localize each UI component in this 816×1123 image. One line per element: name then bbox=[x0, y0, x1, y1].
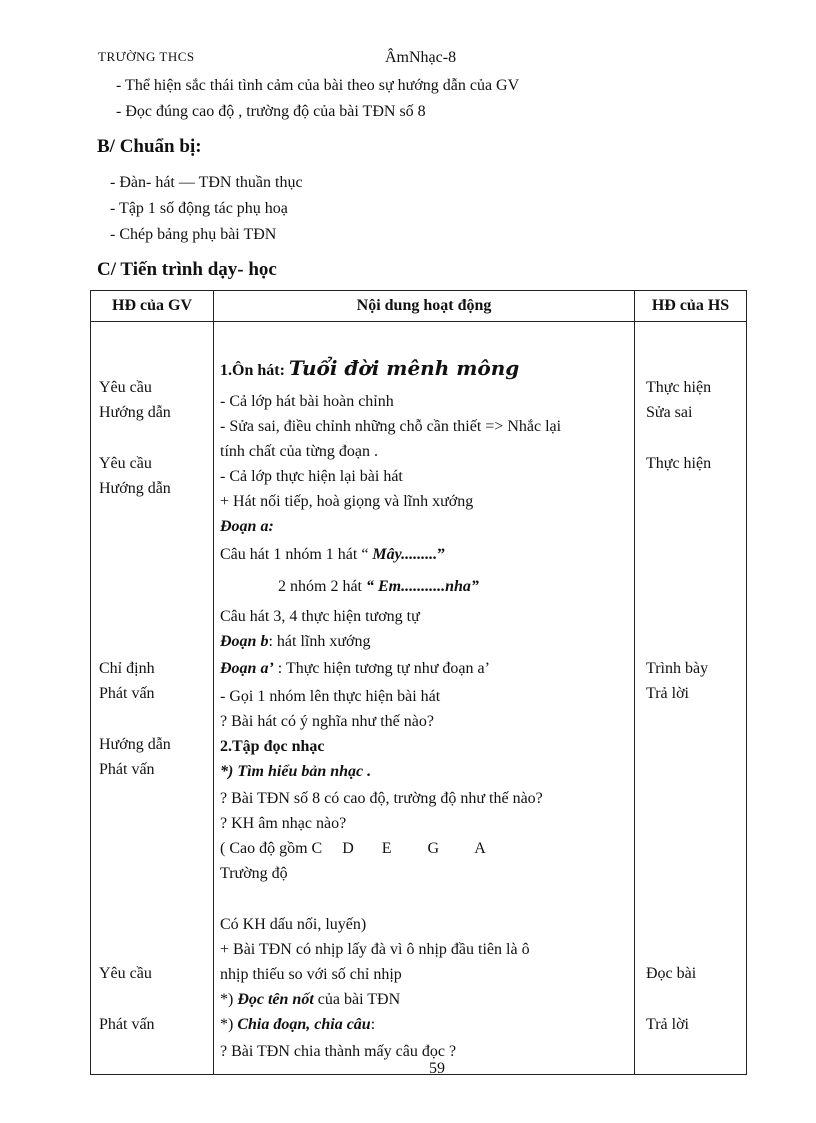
content-line bbox=[220, 1016, 375, 1034]
song-title: Tuổi đời mênh mông bbox=[288, 356, 520, 380]
content-line bbox=[220, 991, 400, 1009]
hs-action: Trả lời bbox=[646, 685, 689, 702]
content-line: tính chất của từng đoạn . bbox=[220, 443, 378, 460]
header-content: Nội dung hoạt động bbox=[214, 291, 635, 322]
segment-a2-label: Đoạn a’ bbox=[220, 660, 274, 677]
hs-column bbox=[635, 322, 746, 1074]
content-line: Câu hát 3, 4 thực hiện tương tự bbox=[220, 608, 420, 625]
hs-action: Trả lời bbox=[646, 1016, 689, 1033]
prep-item: - Tập 1 số động tác phụ hoạ bbox=[110, 200, 288, 217]
gv-action: Chỉ định bbox=[99, 660, 155, 677]
hs-action: Thực hiện bbox=[646, 379, 712, 396]
content-line: - Gọi 1 nhóm lên thực hiện bài hát bbox=[220, 688, 441, 705]
gv-action: Yêu cầu bbox=[99, 455, 152, 472]
header-gv: HĐ của GV bbox=[91, 291, 214, 322]
subsection-title: *) Tìm hiểu bản nhạc . bbox=[220, 763, 372, 780]
segment-b-label: Đoạn b bbox=[220, 633, 269, 650]
text-span: Câu hát 1 nhóm 1 hát “ bbox=[220, 546, 373, 563]
gv-action: Hướng dẫn bbox=[99, 736, 171, 753]
intro-line: - Thể hiện sắc thái tình cảm của bài theo sự hướng dẫn của GV bbox=[116, 77, 520, 94]
hs-action: Sửa sai bbox=[646, 404, 693, 421]
content-line: + Bài TĐN có nhịp lấy đà vì ô nhịp đầu tiên là ô bbox=[220, 941, 530, 958]
content-column bbox=[214, 322, 634, 1074]
content-line bbox=[220, 633, 370, 651]
text-span: *) bbox=[220, 991, 238, 1008]
gv-action: Phát vấn bbox=[99, 685, 155, 702]
text-span: : bbox=[370, 1016, 376, 1033]
text-span: *) bbox=[220, 1016, 238, 1033]
text-span: của bài TĐN bbox=[313, 991, 401, 1008]
lyric-span: Mây......... bbox=[372, 546, 438, 563]
gv-column bbox=[91, 322, 213, 1074]
hs-action: Đọc bài bbox=[646, 965, 697, 982]
school-header: TRƯỜNG THCS bbox=[98, 49, 195, 64]
content-line: + Hát nối tiếp, hoà giọng và lĩnh xướng bbox=[220, 493, 474, 510]
content-line bbox=[220, 546, 445, 564]
lyric-span: “ Em...........nha” bbox=[366, 578, 479, 595]
subject-header: ÂmNhạc-8 bbox=[385, 49, 457, 66]
lesson-table bbox=[90, 290, 747, 1075]
segment-a-label: Đoạn a: bbox=[220, 518, 274, 535]
content-line: Có KH dấu nối, luyến) bbox=[220, 916, 367, 933]
content-line: nhịp thiếu so với số chỉ nhịp bbox=[220, 966, 402, 983]
gv-action: Yêu cầu bbox=[99, 965, 152, 982]
intro-line: - Đọc đúng cao độ , trường độ của bài TĐN số 8 bbox=[116, 103, 426, 120]
emphasis-span: Đọc tên nốt bbox=[237, 991, 314, 1008]
gv-action: Yêu cầu bbox=[99, 379, 152, 396]
review-label: 1.Ôn hát: bbox=[220, 362, 285, 379]
content-line: ? Bài TĐN số 8 có cao độ, trường độ như thế nào? bbox=[220, 790, 543, 807]
text-span: : hát lĩnh xướng bbox=[268, 633, 371, 650]
gv-action: Hướng dẫn bbox=[99, 480, 171, 497]
content-line: ( Cao độ gồm C D E G A bbox=[220, 840, 486, 857]
hs-action: Thực hiện bbox=[646, 455, 712, 472]
section-b-title: B/ Chuẩn bị: bbox=[97, 136, 202, 157]
gv-action: Phát vấn bbox=[99, 761, 155, 778]
page-number: 59 bbox=[429, 1060, 445, 1077]
review-line bbox=[220, 356, 519, 380]
text-span: 2 nhóm 2 hát bbox=[278, 578, 366, 595]
content-line: ? Bài hát có ý nghĩa như thế nào? bbox=[220, 713, 434, 730]
content-line: Trường độ bbox=[220, 865, 288, 882]
content-line: - Cả lớp hát bài hoàn chỉnh bbox=[220, 393, 394, 410]
content-line: ? KH âm nhạc nào? bbox=[220, 815, 347, 832]
gv-action: Phát vấn bbox=[99, 1016, 155, 1033]
content-line bbox=[220, 660, 490, 678]
content-line: - Sửa sai, điều chỉnh những chỗ cần thiết => Nhắc lại bbox=[220, 418, 562, 435]
gv-action: Hướng dẫn bbox=[99, 404, 171, 421]
content-line: - Cả lớp thực hiện lại bài hát bbox=[220, 468, 403, 485]
emphasis-span: Chia đoạn, chia câu bbox=[237, 1016, 371, 1033]
sight-reading-title: 2.Tập đọc nhạc bbox=[220, 738, 325, 755]
content-line bbox=[278, 578, 479, 596]
prep-item: - Đàn- hát — TĐN thuần thục bbox=[110, 174, 303, 191]
prep-item: - Chép bảng phụ bài TĐN bbox=[110, 226, 277, 243]
hs-action: Trình bày bbox=[646, 660, 709, 677]
content-line: ? Bài TĐN chia thành mấy câu đọc ? bbox=[220, 1043, 457, 1060]
text-span: ” bbox=[437, 546, 446, 563]
header-hs: HĐ của HS bbox=[635, 291, 747, 322]
section-c-title: C/ Tiến trình dạy- học bbox=[97, 259, 277, 280]
text-span: : Thực hiện tương tự như đoạn a’ bbox=[273, 660, 490, 677]
